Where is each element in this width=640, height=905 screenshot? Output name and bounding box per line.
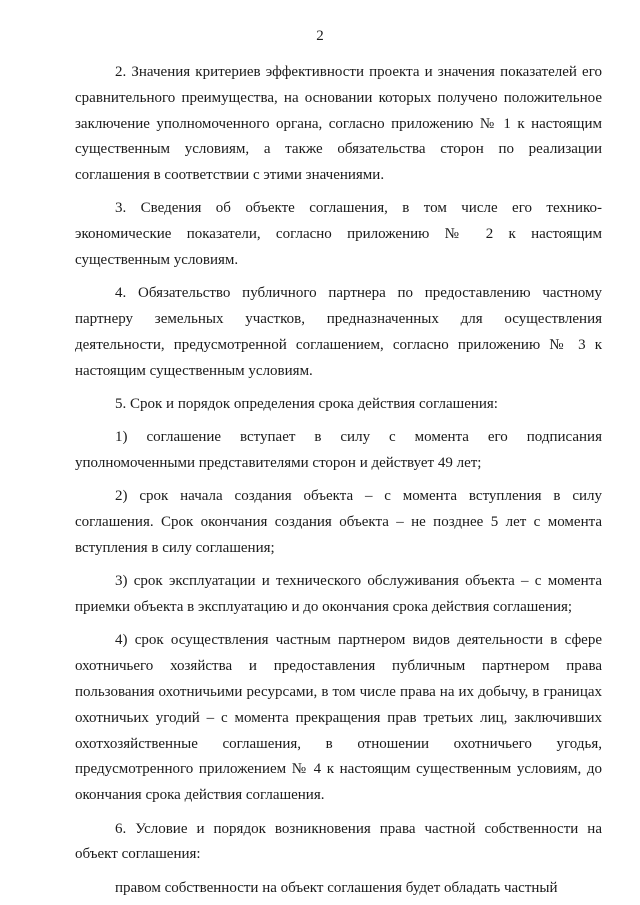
page-number: 2 — [316, 28, 324, 44]
document-body — [75, 60, 602, 901]
paragraph-term-heading: 5. Срок и порядок определения срока действия соглашения: — [115, 396, 498, 413]
paragraph-term-item-3: 3) срок эксплуатации и технического обслуживания объекта – с момента приемки объекта в эксплуатацию и до окончания срока действия соглашения; — [75, 573, 602, 616]
paragraph-efficiency-criteria: 2. Значения критериев эффективности проекта и значения показателей его сравнительного преимущества, на основании которых получено положительное заключение уполномоченного органа, согласно приложению № 1 к настоящим существенным условиям, а также обязательства сторон по реализации соглашения в соответствии с этими значениями. — [75, 64, 602, 184]
paragraph-term-item-1: 1) соглашение вступает в силу с момента его подписания уполномоченными представителями сторон и действует 49 лет; — [75, 429, 602, 472]
paragraph-term-item-4: 4) срок осуществления частным партнером видов деятельности в сфере охотничьего хозяйства и предоставления публичным партнером права пользования охотничьими ресурсами, в том числе права на их добычу, в границах охотничьих угодий – с момента прекращения прав третьих лиц, заключивших охотхозяйственные соглашения, в отношении охотничьего угодья, предусмотренного приложением № 4 к настоящим существенным условиям, до окончания срока действия соглашения. — [75, 632, 602, 804]
paragraph-term-item-2: 2) срок начала создания объекта – с момента вступления в силу соглашения. Срок окончания создания объекта – не позднее 5 лет с момента вступления в силу соглашения; — [75, 488, 602, 557]
paragraph-land-obligation: 4. Обязательство публичного партнера по предоставлению частному партнеру земельных участков, предназначенных для осуществления деятельности, предусмотренной соглашением, согласно приложению № 3 к настоящим существенным условиям. — [75, 285, 602, 379]
paragraph-object-info: 3. Сведения об объекте соглашения, в том числе его технико-экономические показатели, согласно приложению № 2 к настоящим существенным условиям. — [75, 200, 602, 269]
paragraph-ownership-text: правом собственности на объект соглашения будет обладать частный — [115, 879, 558, 896]
paragraph-ownership-heading: 6. Условие и порядок возникновения права частной собственности на объект соглашения: — [75, 820, 602, 863]
